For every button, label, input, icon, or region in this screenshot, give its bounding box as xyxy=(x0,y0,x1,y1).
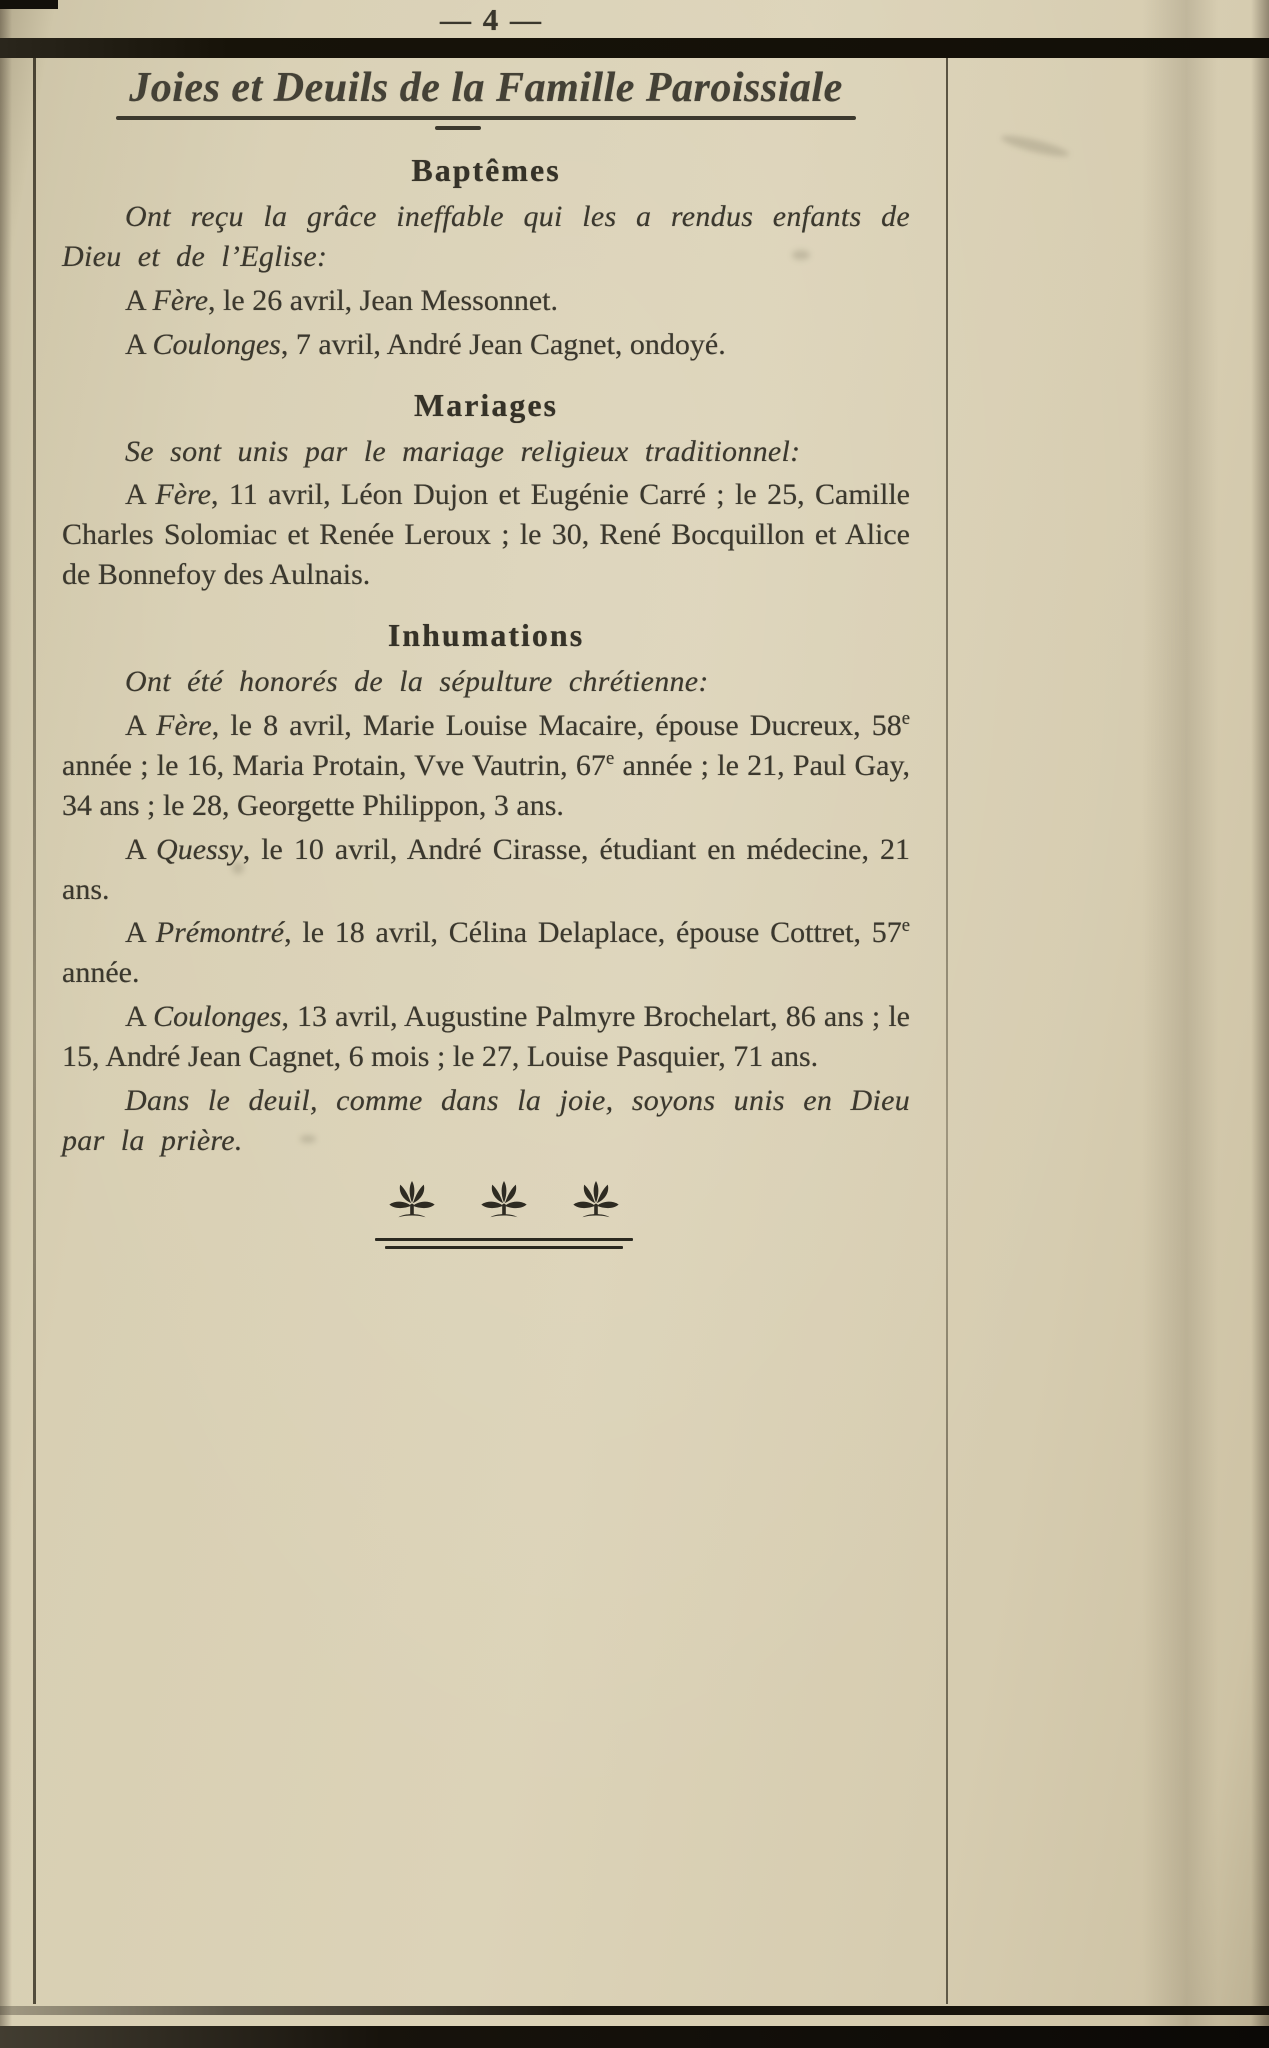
paragraph-entry: A Coulonges, 7 avril, André Jean Cagnet, ondoyé. xyxy=(125,327,726,361)
left-scan-shadow xyxy=(0,0,12,2048)
paragraph-entry: A Fère, 11 avril, Léon Dujon et Eugénie Carré ; le 25, Camille Charles Solomiac et Renée Leroux ; le 30, René Bocquillon et Alice de Bonnefoy des Aulnais. xyxy=(62,478,910,592)
fleuron-icon xyxy=(383,1176,441,1224)
section-heading: Baptêmes xyxy=(411,152,561,188)
document-sections xyxy=(62,152,910,1161)
right-border-rule xyxy=(946,58,948,2004)
paragraph-entry: A Coulonges, 13 avril, Augustine Palmyre Brochelart, 86 ans ; le 15, André Jean Cagnet, 6 mois ; le 27, Louise Pasquier, 71 ans. xyxy=(62,1000,910,1074)
page-title: Joies et Deuils de la Famille Paroissiale xyxy=(129,65,843,111)
fleuron-icon xyxy=(475,1176,533,1224)
fleuron-icon xyxy=(567,1176,625,1224)
scan-smudge xyxy=(1000,132,1071,161)
page-number: — 4 — xyxy=(440,2,543,37)
right-scan-shadow xyxy=(1251,0,1269,2048)
paragraph-entry: A Quessy, le 10 avril, André Cirasse, étudiant en médecine, 21 ans. xyxy=(62,832,910,906)
left-border-rule xyxy=(33,58,36,2004)
title-underline xyxy=(116,116,856,120)
paragraph-lead: Ont été honorés de la sépulture chrétienne: xyxy=(125,665,709,699)
section-heading: Inhumations xyxy=(387,617,585,654)
paragraph-entry: A Prémontré, le 18 avril, Célina Delaplace, épouse Cottret, 57e année. xyxy=(62,915,910,990)
paragraph-entry: A Fère, le 26 avril, Jean Messonnet. xyxy=(125,283,558,317)
ornament-row xyxy=(47,1176,960,1224)
ornament-rule-top xyxy=(375,1238,633,1241)
paragraph-lead: Se sont unis par le mariage religieux traditionnel: xyxy=(125,434,801,468)
title-underline-flourish xyxy=(435,126,481,130)
ornament-double-rule xyxy=(47,1238,960,1249)
page-content xyxy=(62,64,910,1165)
bottom-edge-bar xyxy=(0,2026,1269,2048)
paragraph-entry: A Fère, le 8 avril, Marie Louise Macaire, épouse Ducreux, 58e année ; le 16, Maria Protain, Vve Vautrin, 67e année ; le 21, Paul Gay, 34 ans ; le 28, Georgette Philippon, 3 ans. xyxy=(62,708,910,822)
bottom-rule-bar xyxy=(0,2006,1269,2015)
section-heading: Mariages xyxy=(414,386,558,423)
top-rule-bar xyxy=(0,38,1269,58)
ornament-rule-bottom xyxy=(385,1246,623,1249)
paragraph-closing: Dans le deuil, comme dans la joie, soyons unis en Dieu par la prière. xyxy=(62,1084,910,1157)
paragraph-lead: Ont reçu la grâce ineffable qui les a rendus enfants de Dieu et de l’Eglise: xyxy=(62,200,910,273)
